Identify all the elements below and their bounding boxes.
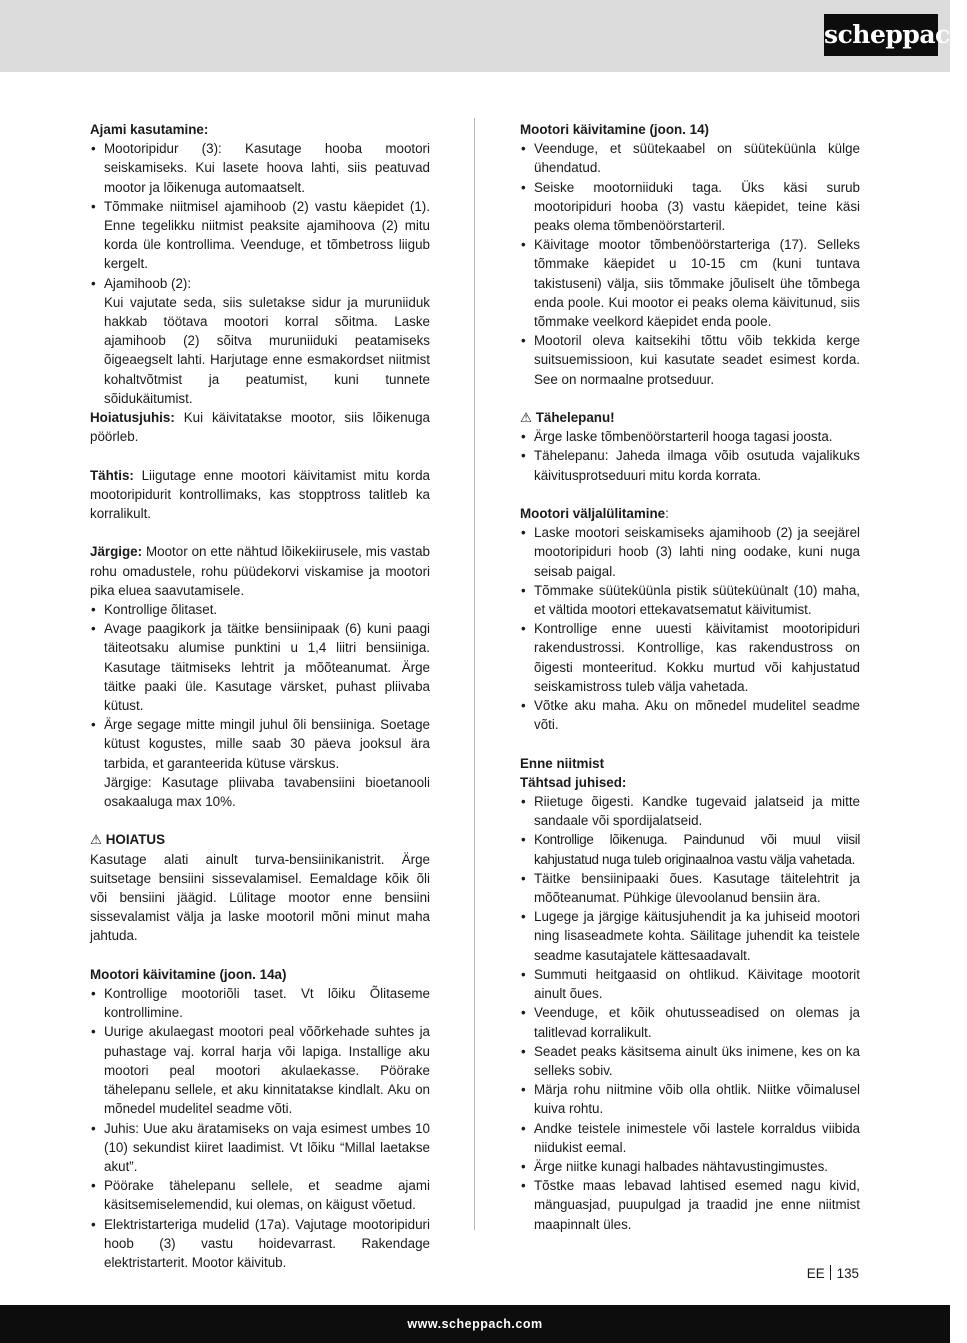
- before-mowing-list: [520, 792, 860, 1234]
- section-heading-engine-start-14a: Mootori käivitamine (joon. 14a): [90, 966, 287, 982]
- list-item-text: Ajamihoob (2):: [104, 275, 192, 291]
- list-item: • Kontrollige lõikenuga. Paindunud või muul viisil kahjustatud nuga tuleb originaalnoa vastu välja vahetada.: [520, 830, 860, 868]
- list-item: • Uurige akulaegast mootori peal võõrkehade suhtes ja puhastage vaj. korral harja või lapiga. Installige aku mootori peal mootori akulaekasse. Pöörake tähelepanu sellele, et aku kinnitatakse kindlalt. Aku on mõnedel mudelitel seadme võti.: [90, 1022, 430, 1118]
- list-item: • Tõstke maas lebavad lahtised esemed nagu kivid, mänguasjad, puupulgad ja traadid jne enne niitmist maapinnalt üles.: [520, 1176, 860, 1234]
- list-item: • Tõmmake süüteküünla pistik süüteküünalt (10) maha, et vältida mootori ettekavatsematut käivitumist.: [520, 581, 860, 619]
- engine-stop-list: [520, 523, 860, 734]
- list-item: • Tähelepanu: Jaheda ilmaga võib osutuda vajalikuks käivitusprotseduuri mitu korda korrata.: [520, 446, 860, 484]
- warning-heading-text: HOIATUS: [105, 832, 166, 848]
- list-item: • Käivitage mootor tõmbenöörstarteriga (17). Selleks tõmmake käepidet u 10-15 cm (kuni tuntava takistuseni) välja, siis tõmmake jõuliselt ühe tõmbega enda poole. Kui mootor ei peaks olema käivitunud, siis tõmmake veelkord käepidet enda poole.: [520, 235, 860, 331]
- list-item: • Ärge niitke kunagi halbades nähtavustingimustes.: [520, 1157, 860, 1176]
- section-heading-attention: [520, 408, 860, 427]
- list-item: • Võtke aku maha. Aku on mõnedel mudelitel seadme võti.: [520, 696, 860, 734]
- warning-note: [90, 408, 430, 446]
- column-divider: [474, 118, 475, 1230]
- engine-start-14-list: [520, 139, 860, 389]
- warning-triangle-icon: ⚠: [520, 410, 533, 426]
- list-item: • Mootoripidur (3): Kasutage hooba mootori seiskamiseks. Kui lasete hoova lahti, siis peatuvad mootor ja lõikenuga automaatselt.: [90, 139, 430, 197]
- page-number-separator: [830, 1265, 831, 1280]
- list-item: • Laske mootori seiskamiseks ajamihoob (2) ja seejärel mootoripiduri hoob (3) lahti ning oodake, kuni nuga seisab paigal.: [520, 523, 860, 581]
- page-number: [807, 1264, 859, 1283]
- section-heading-drive-usage: Ajami kasutamine:: [90, 122, 209, 137]
- list-item: • Tõmmake niitmisel ajamihoob (2) vastu käepidet (1). Enne tegelikku niitmist peaksite ajamihoova (2) mitu korda üle kontrollima. Veenduge, et tõmbetross liigub kergelt.: [90, 197, 430, 274]
- fuel-list: [90, 600, 430, 811]
- list-item: • Juhis: Uue aku äratamiseks on vaja esimest umbes 10 (10) sekundist kiiret laadimist. Vt lõiku “Millal laetakse akut”.: [90, 1119, 430, 1177]
- list-item-continuation: Kui vajutate seda, siis suletakse sidur ja muruniiduk hakkab töötava mootori korral sõitma. Laske ajamihoob (2) sõitva muruniiduki peatamiseks õigeaegselt lahti. Harjutage enne esmakordset niitmist kohaltvõtmist ja peatumist, kuni tunnete sõidukäitumist.: [104, 294, 430, 406]
- left-column: [90, 120, 430, 1272]
- warning-note-text: Kui käivitatakse mootor, siis lõikenuga pöörleb.: [90, 410, 430, 445]
- section-heading-engine-start-14: Mootori käivitamine (joon. 14): [520, 122, 709, 137]
- list-item: • Andke teistele inimestele või lastele korraldus viibida niidukist eemal.: [520, 1119, 860, 1157]
- list-item: • Kontrollige õlitaset.: [90, 600, 430, 619]
- list-item: • Lugege ja järgige käitusjuhendit ja ka juhiseid mootori ning lisaseadmete kohta. Säilitage juhendit ka teistele seadme kasutajatele kättesaadavalt.: [520, 907, 860, 965]
- list-item-text: Ärge segage mitte mingil juhul õli bensiiniga. Soetage kütust kogustes, mille saab 30 päeva jooksul ära tarbida, et garanteerida kütuse värskus.: [104, 717, 430, 771]
- important-note: [90, 466, 430, 524]
- list-item: • Summuti heitgaasid on ohtlikud. Käivitage mootorit ainult õues.: [520, 965, 860, 1003]
- list-item: [90, 274, 430, 408]
- observe-note-text: Mootor on ette nähtud lõikekiirusele, mis vastab rohu omadustele, rohu püüdekorvi viskamise ja mootori pika eluea saavutamisele.: [90, 544, 430, 598]
- section-subheading-important-notes: Tähtsad juhised:: [520, 774, 627, 790]
- footer-bar: [0, 1305, 950, 1343]
- observe-note-label: Järgige:: [90, 544, 143, 560]
- section-heading-warning: [90, 830, 430, 849]
- important-note-label: Tähtis:: [90, 467, 134, 483]
- header-bar: [0, 0, 967, 72]
- list-item: • Riietuge õigesti. Kandke tugevaid jalatseid ja mitte sandaale või spordijalatseid.: [520, 792, 860, 830]
- warning-paragraph: Kasutage alati ainult turva-bensiinikanistrit. Ärge suitsetage bensiini sissevalamisel. Eemaldage kõik õli või bensiini jäägid. Lülitage mootor enne bensiini sissevalamist välja ja laske mootoril mõni minut maha jahtuda.: [90, 851, 430, 944]
- list-item: • Kontrollige mootoriõli taset. Vt lõiku Õlitaseme kontrollimine.: [90, 984, 430, 1022]
- important-note-text: Liigutage enne mootori käivitamist mitu korda mootoripidurit kontrollimaks, kas stopptross talitleb ka korralikult.: [90, 467, 430, 522]
- engine-stop-heading-colon: :: [665, 506, 669, 522]
- scheppach-logo: scheppach: [824, 14, 938, 56]
- engine-start-14a-list: [90, 984, 430, 1272]
- language-code: EE: [806, 1266, 825, 1281]
- list-item: • Elektristarteriga mudelid (17a). Vajutage mootoripiduri hoob (3) vastu hoidevarrast. Rakendage elektristarterit. Mootor käivitub.: [90, 1215, 430, 1273]
- list-item: • Märja rohu niitmine võib olla ohtlik. Niitke võimalusel kuiva rohtu.: [520, 1080, 860, 1118]
- list-item: [90, 715, 430, 811]
- list-item: • Veenduge, et kõik ohutusseadised on olemas ja talitlevad korralikult.: [520, 1003, 860, 1041]
- drive-usage-list: [90, 139, 430, 408]
- list-item: • Kontrollige enne uuesti käivitamist mootoripiduri rakendustrossi. Kontrollige, kas rakendustross on õigesti monteeritud. Kokku murtud või kahjustatud seiskamistross tuleb välja vahetada.: [520, 619, 860, 696]
- right-column: [520, 120, 860, 1234]
- list-item: • Avage paagikork ja täitke bensiinipaak (6) kuni paagi täiteotsaku alumise punktini u 1,4 liitri bensiiniga. Kasutage täitmiseks lehtrit ja mõõteanumat. Ärge täitke paaki üle. Kasutage värsket, puhast pliivaba kütust.: [90, 619, 430, 715]
- list-item-continuation: Järgige: Kasutage pliivaba tavabensiini bioetanooli osakaaluga max 10%.: [104, 774, 430, 810]
- observe-note: [90, 542, 430, 600]
- list-item: • Veenduge, et süütekaabel on süüteküünla külge ühendatud.: [520, 139, 860, 177]
- list-item: • Ärge laske tõmbenöörstarteril hooga tagasi joosta.: [520, 427, 860, 446]
- list-item: • Mootoril oleva kaitsekihi tõttu võib tekkida kerge suitsuemissioon, kui kasutate seadet esimest korda. See on normaalne protseduur.: [520, 331, 860, 389]
- engine-stop-heading-text: Mootori väljalülitamine: [520, 506, 666, 522]
- warning-note-label: Hoiatusjuhis:: [90, 410, 175, 426]
- page-number-value: 135: [836, 1266, 859, 1281]
- list-item: • Täitke bensiinipaaki õues. Kasutage täitelehtrit ja mõõteanumat. Pühkige ülevoolanud bensiin ära.: [520, 869, 860, 907]
- list-item: • Seadet peaks käsitsema ainult üks inimene, kes on ka selleks sobiv.: [520, 1042, 860, 1080]
- attention-list: [520, 427, 860, 485]
- list-item: • Pöörake tähelepanu sellele, et seadme ajami käsitsemiselemendid, kui olemas, on käigust võetud.: [90, 1176, 430, 1214]
- section-heading-engine-stop: [520, 504, 860, 523]
- section-heading-before-mowing: Enne niitmist: [520, 755, 605, 771]
- footer-url: www.scheppach.com: [407, 1317, 543, 1331]
- warning-triangle-icon: ⚠: [90, 832, 103, 848]
- list-item: • Seiske mootorniiduki taga. Üks käsi surub mootoripiduri hooba (3) vastu käepidet, teine käsi peaks olema tõmbenöörstarteril.: [520, 178, 860, 236]
- attention-heading-text: Tähelepanu!: [535, 410, 615, 426]
